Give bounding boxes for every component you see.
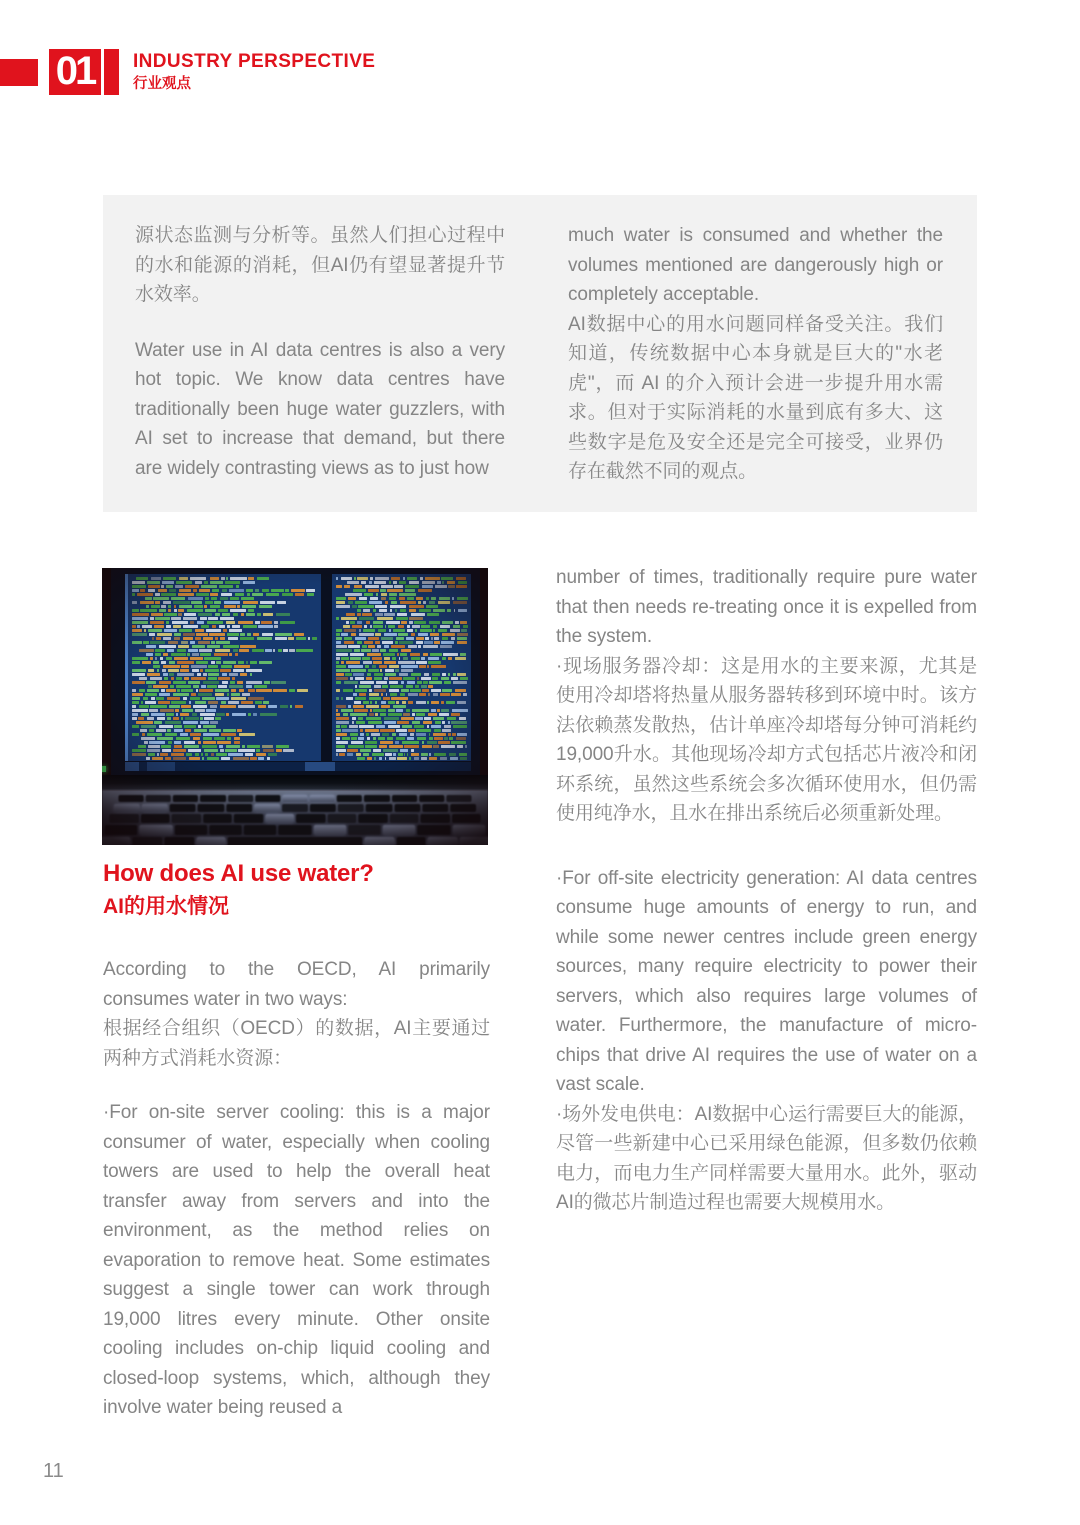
section-heading-en: How does AI use water? [103,860,374,887]
code-line [132,673,319,676]
code-line [336,705,469,708]
keyboard-key [254,804,280,812]
terminal-panel-left [125,574,321,761]
onsite-cooling-continuation-en: number of times, traditionally require pure water that then needs re-treating once it is expelled from the system. [556,567,977,647]
intro-paragraph-group [103,955,490,1073]
keyboard-key [142,804,168,812]
code-line [132,641,319,644]
keyboard-key [198,804,224,812]
keyboard-key [420,814,449,823]
keyboard-key [244,825,277,835]
intro-zh: 根据经合组织（OECD）的数据，AI主要通过两种方式消耗水资源： [103,1018,490,1069]
code-line [354,701,469,704]
code-line [336,713,469,716]
code-line [136,721,319,724]
keyboard-key [422,804,448,812]
keyboard-key [282,795,307,802]
code-line [336,645,469,648]
code-line [355,685,469,688]
code-line [132,749,319,752]
code-line [132,657,319,660]
keyboard-key [228,837,362,845]
code-line [132,669,319,672]
section-titles [133,49,375,93]
keyboard-key [140,814,169,823]
keyboard-key [337,795,362,802]
code-line [132,693,319,696]
code-line [132,609,319,612]
code-line [357,609,469,612]
code-line [138,745,319,748]
keyboard-key [255,795,280,802]
keyboard-key [203,814,232,823]
highlight-box [103,195,977,512]
keyboard-key [366,804,392,812]
highlight-left-en: Water use in AI data centres is also a very hot topic. We know data centres have traditionally been huge water guzzlers, with AI set to increase that demand, but there are widely contrasting views as to just how [135,339,505,479]
highlight-left-zh: 源状态监测与分析等。虽然人们担心过程中的水和能源的消耗，但AI仍有望显著提升节水效率。 [135,225,505,305]
keyboard-key [200,795,225,802]
code-line [140,729,319,732]
onsite-cooling-paragraph [103,1098,490,1423]
code-line [336,741,469,744]
code-line [132,697,319,700]
right-column [556,563,977,1218]
keyboard-key [132,837,162,845]
intro-en: According to the OECD, AI primarily consumes water in two ways: [103,959,490,1010]
keyboard-key [364,795,389,802]
offsite-electricity-paragraph [556,864,977,1218]
keyboard-key [140,825,173,835]
keyboard-key [394,804,420,812]
keyboard-key [174,825,207,835]
code-line [132,733,319,736]
badge-right-block [104,49,119,95]
keyboard-key [146,795,171,802]
code-line [353,589,469,592]
keyboard-key [173,795,198,802]
code-line [336,617,469,620]
code-line [343,625,469,628]
keyboard-key [446,795,471,802]
code-line [336,721,469,724]
keyboard-key [164,837,194,845]
keyboard-row [108,814,481,823]
code-line [336,709,469,712]
screen-taskbar [125,762,471,771]
code-line [336,697,469,700]
section-number: 01 [49,49,101,95]
highlight-box-left-column [135,221,505,512]
code-line [346,613,469,616]
keyboard-key [209,825,242,835]
code-line [132,617,319,620]
code-line [132,717,319,720]
code-line [132,633,319,636]
keyboard-key [428,837,458,845]
keyboard-key [279,825,312,835]
keyboard-key [358,814,387,823]
keyboard-key [282,804,308,812]
keyboard-key [296,814,325,823]
code-line [132,701,319,704]
code-line [145,597,319,600]
code-line [336,601,469,604]
keyboard-key [452,825,485,835]
code-line [336,577,469,580]
code-line [357,757,469,760]
code-line [132,581,319,584]
code-line [132,753,319,756]
keyboard-row [113,804,477,812]
code-line [336,729,469,732]
keyboard-key [310,804,336,812]
code-line [132,621,319,624]
laptop-screen [111,568,480,775]
onsite-cooling-continued [556,563,977,829]
keyboard-key [460,837,488,845]
keyboard-key [313,825,346,835]
keyboard-key [118,795,143,802]
code-line [336,605,469,608]
code-line [132,705,319,708]
keyboard-key [170,804,196,812]
code-line [146,645,319,648]
laptop-code-photo [102,568,488,845]
keyboard-key [172,814,201,823]
code-line [336,665,469,668]
section-number-badge [0,49,119,95]
code-line [132,661,319,664]
code-line [132,725,319,728]
code-line [132,629,319,632]
section-heading-zh: AI的用水情况 [103,895,229,918]
code-line [336,649,469,652]
section-subtitle-zh: 行业观点 [133,76,191,92]
code-line [336,637,469,640]
keyboard-key [348,825,381,835]
section-header [0,49,375,95]
page-number: 11 [43,1460,64,1482]
code-line [136,577,319,580]
left-column [103,858,490,1423]
code-line [132,625,319,628]
terminal-panel-right [332,574,471,761]
code-line [141,737,319,740]
code-line [336,725,469,728]
code-line [139,677,319,680]
code-line [346,621,469,624]
section-title: INDUSTRY PERSPECTIVE [133,51,376,72]
code-line [336,717,469,720]
keyboard-key [327,814,356,823]
code-line [132,613,319,616]
code-line [336,753,469,756]
keyboard-row [117,795,472,802]
power-led [102,766,106,772]
code-line [152,637,319,640]
code-line [336,633,469,636]
code-line [132,593,319,596]
code-line [336,597,469,600]
keyboard-key [114,804,140,812]
code-line [336,689,469,692]
code-line [146,757,319,760]
keyboard-key [389,814,418,823]
keyboard-key [418,825,451,835]
keyboard-key [226,804,252,812]
code-line [336,585,469,588]
code-line [336,661,469,664]
code-line [336,653,469,656]
code-line [336,641,469,644]
code-line [336,673,469,676]
keyboard-key [265,814,294,823]
keyboard-row [104,825,486,835]
keyboard-key [228,795,253,802]
code-line [139,649,319,652]
code-line [148,685,319,688]
laptop-keyboard [102,790,488,845]
code-line [336,749,469,752]
code-line [132,585,319,588]
keyboard-key [338,804,364,812]
keyboard-key [392,795,417,802]
keyboard-key [383,825,416,835]
code-line [144,741,319,744]
badge-left-band [0,59,38,86]
laptop-hinge [102,775,488,790]
keyboard-key [364,837,394,845]
code-line [336,737,469,740]
code-line [153,665,319,668]
offsite-electricity-en: ·For off-site electricity generation: AI data centres consume huge amounts of energy to run, and while some newer centres include green energy sources, many require electricity to power their servers, which also requires large volumes of water. Furthermore, the manufacture of micro-chips that drive AI requires the use of water on a vast scale. [556,867,977,1095]
highlight-right-en: much water is consumed and whether the volumes mentioned are dangerously high or completely acceptable. [568,225,943,305]
code-line [132,681,319,684]
keyboard-key [109,814,138,823]
keyboard-key [234,814,263,823]
code-line [132,713,319,716]
code-line [132,709,319,712]
code-line [132,689,319,692]
keyboard-key [105,825,138,835]
code-line [336,629,469,632]
onsite-cooling-zh: ·现场服务器冷却：这是用水的主要来源，尤其是使用冷却塔将热量从服务器转移到环境中时。该方法依赖蒸发散热，估计单座冷却塔每分钟可消耗约19,000升水。其他现场冷却方式包括芯片液冷和闭环系统，虽然这些系统会多次循环使用水，但仍需使用纯净水，且水在排出系统后必须重新处理。 [556,655,977,824]
code-line [345,593,469,596]
code-line [336,745,469,748]
highlight-box-right-column [568,221,943,512]
keyboard-key [196,837,226,845]
keyboard-key [450,804,476,812]
onsite-cooling-en: ·For on-site server cooling: this is a major consumer of water, especially when cooling towers are used to help the overall heat transfer away from servers and into the environment, as the method relies on evaporation to remove heat. Some estimates suggest a single tower can work through 19,000 litres every minute. Other onsite cooling includes on-chip liquid cooling and closed-loop systems, which, although they involve water being reused a [103,1102,490,1418]
code-line [336,669,469,672]
code-line [336,681,469,684]
code-line [347,581,469,584]
code-line [336,733,469,736]
code-line [132,589,319,592]
code-line [336,677,469,680]
code-line [353,693,469,696]
highlight-right-zh: AI数据中心的用水问题同样备受关注。我们知道，传统数据中心本身就是巨大的"水老虎"，而 AI 的介入预计会进一步提升用水需求。但对于实际消耗的水量到底有多大、这些数字是危及安全还是完全可接受，业界仍存在截然不同的观点。 [568,313,943,482]
keyboard-row [102,837,488,845]
code-line [336,657,469,660]
keyboard-key [452,814,481,823]
code-line [132,601,319,604]
keyboard-key [102,837,130,845]
keyboard-key [419,795,444,802]
keyboard-key [396,837,426,845]
offsite-electricity-zh: ·场外发电供电：AI数据中心运行需要巨大的能源，尽管一些新建中心已采用绿色能源，但多数仍依赖电力，而电力生产同样需要大量用水。此外，驱动AI的微芯片制造过程也需要大规模用水。 [556,1103,977,1213]
code-line [146,653,319,656]
code-line [146,605,319,608]
keyboard-key [310,795,335,802]
